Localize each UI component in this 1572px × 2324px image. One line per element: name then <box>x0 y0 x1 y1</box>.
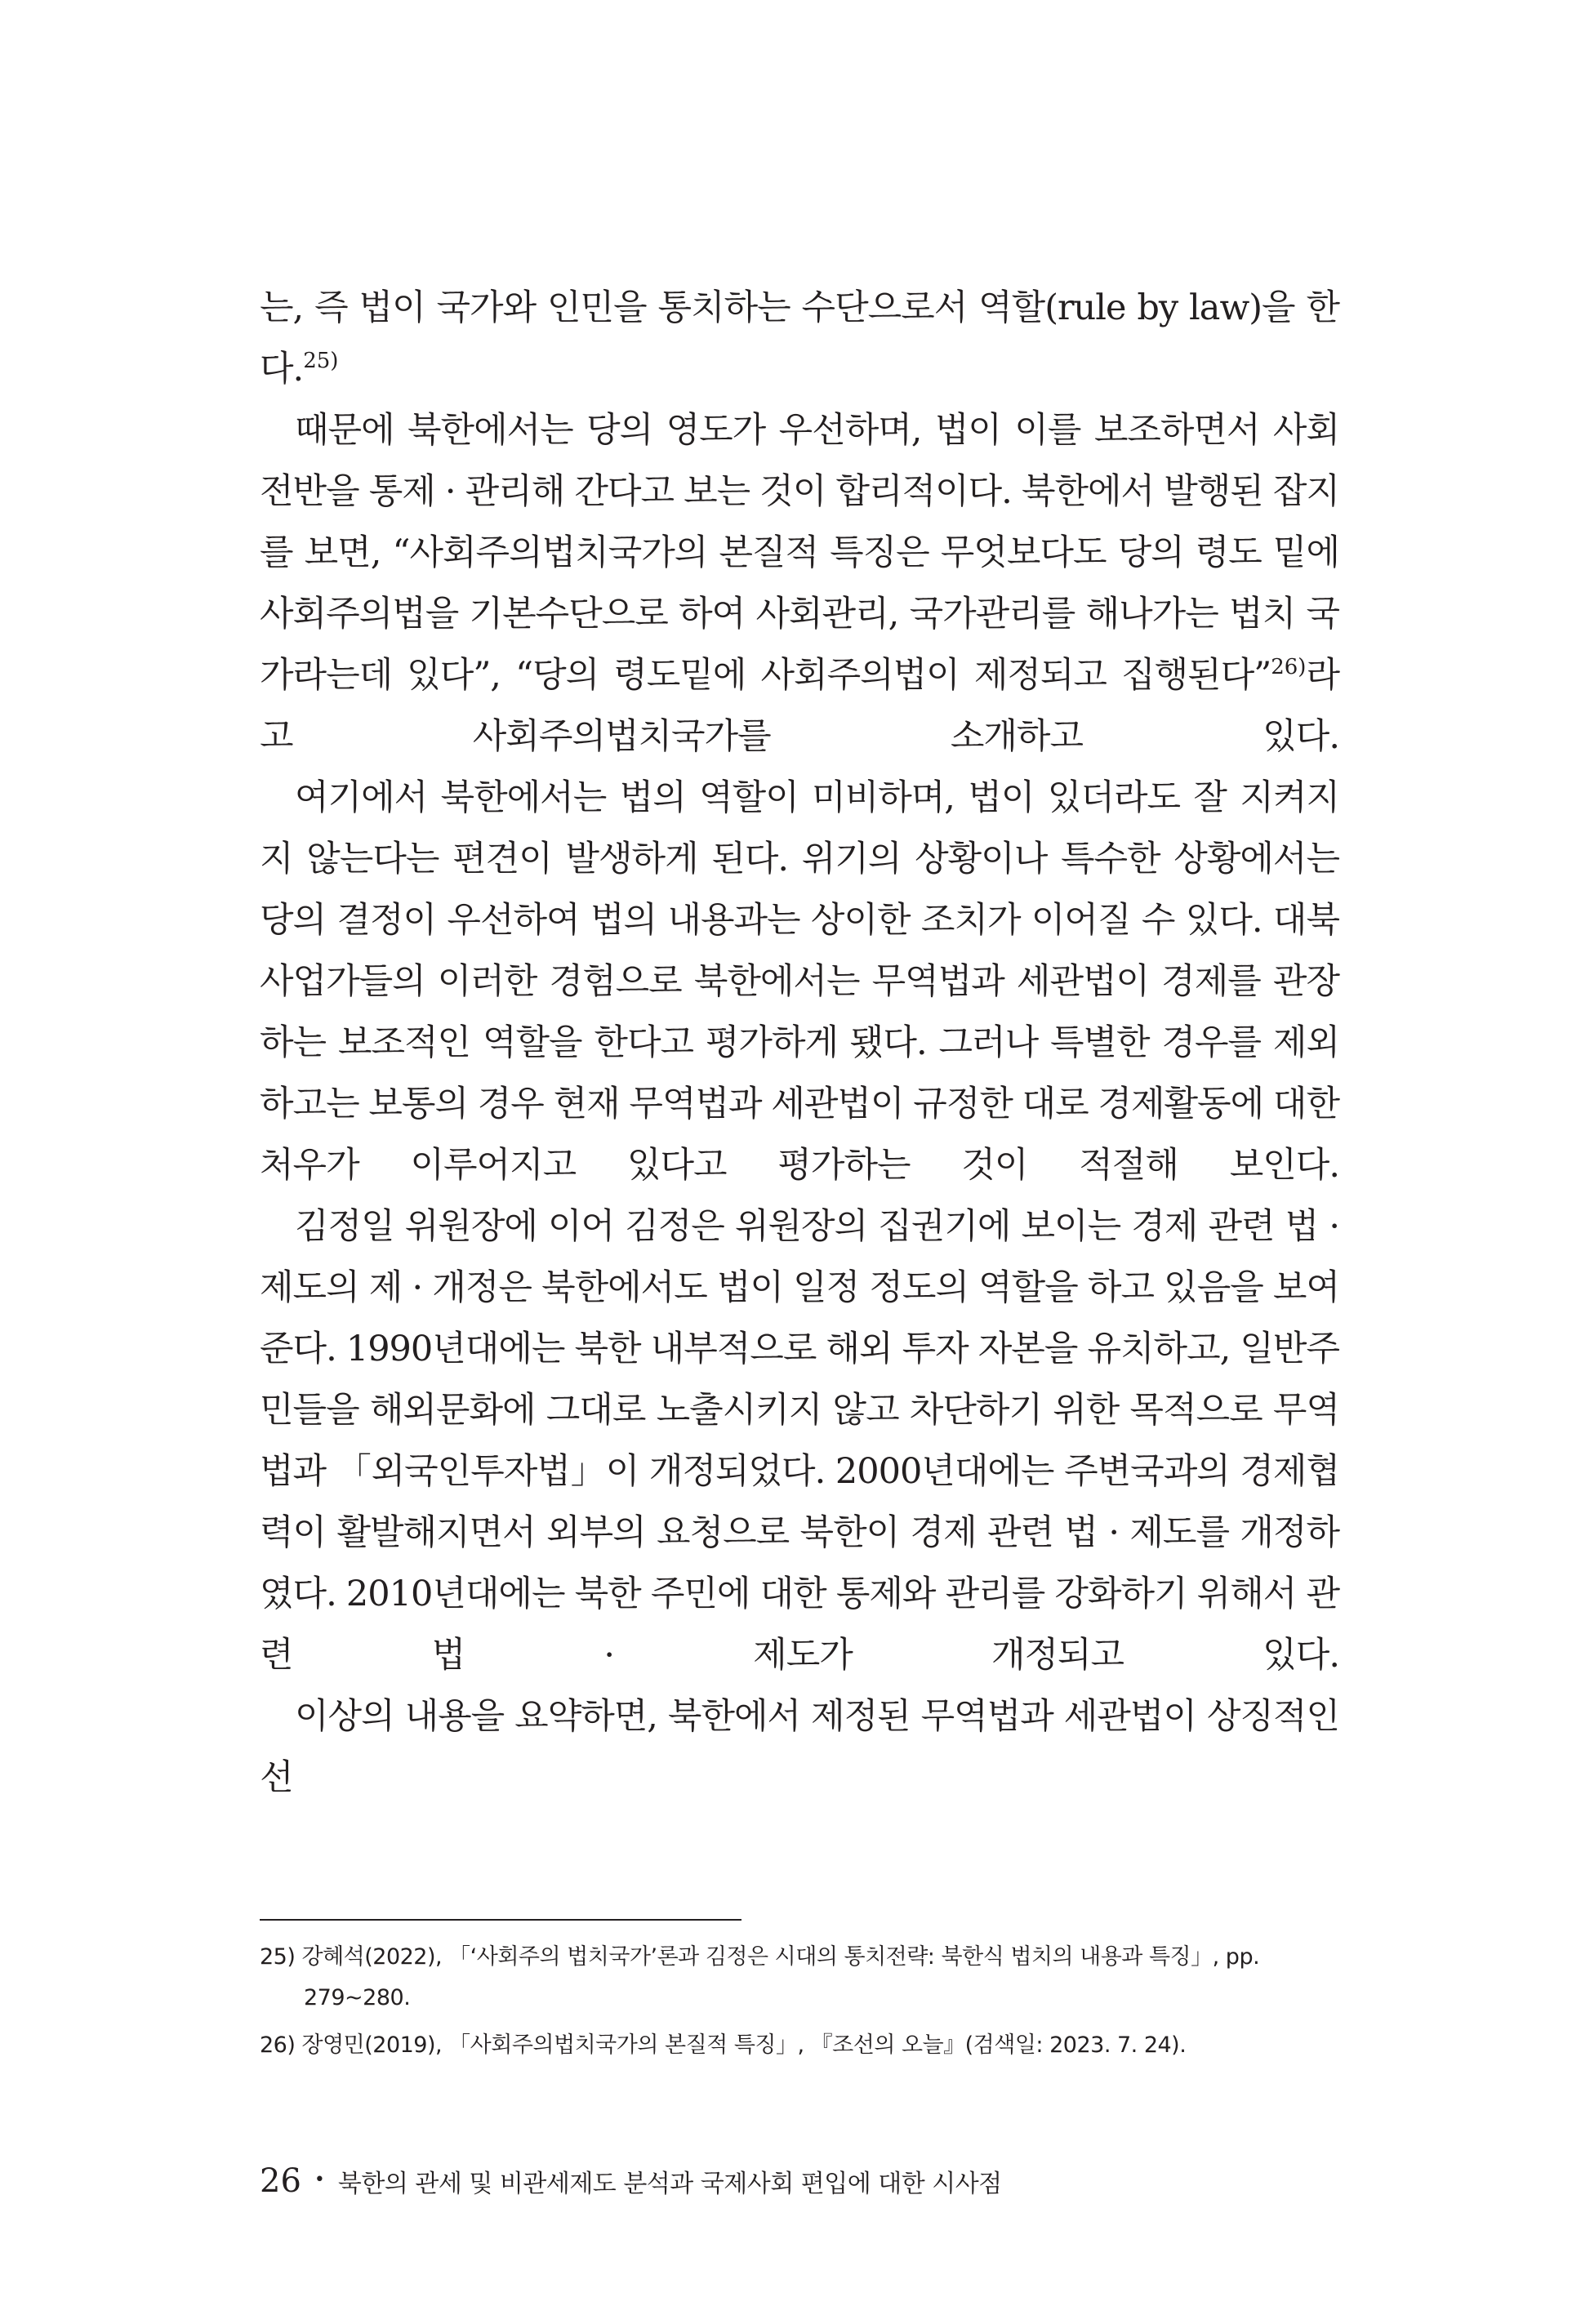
paragraph-continued <box>260 278 1339 400</box>
paragraph: 이상의 내용을 요약하면, 북한에서 제정된 무역법과 세관법이 상징적인 선 <box>260 1696 1339 1798</box>
footnote-ref-26[interactable]: 26) <box>1271 655 1307 679</box>
footnote-number: 26) <box>260 2032 296 2058</box>
page-footer <box>260 2162 1002 2200</box>
footnote-divider <box>260 1919 741 1921</box>
paragraph <box>260 400 1339 768</box>
footnote-text: 장영민(2019), 「사회주의법치국가의 본질적 특징」, 『조선의 오늘』(검색일: 2023. 7. 24). <box>301 2032 1187 2058</box>
page-number: 26 <box>260 2162 301 2200</box>
paragraph: 김정일 위원장에 이어 김정은 위원장의 집권기에 보이는 경제 관련 법 · 제도의 제 · 개정은 북한에서도 법이 일정 정도의 역할을 하고 있음을 보여준다. 1990년대에는 북한 내부적으로 해외 투자 자본을 유치하고, 일반주민들을 해외문화에 그대로 노출시키지 않고 차단하기 위한 목적으로 무역법과 「외국인투자법」이 개정되었다. 2000년대에는 주변국과의 경제협력이 활발해지면서 외부의 요청으로 북한이 경제 관련 법 · 제도를 개정하였다. 2010년대에는 북한 주민에 대한 통제와 관리를 강화하기 위해서 관련 법 · 제도가 개정되고 있다. <box>260 1206 1339 1676</box>
footer-separator: • <box>314 2170 325 2190</box>
paragraph-text: 때문에 북한에서는 당의 영도가 우선하며, 법이 이를 보조하면서 사회 전반을 통제 · 관리해 간다고 보는 것이 합리적이다. 북한에서 발행된 잡지를 보면, “사회주의법치국가의 본질적 특징은 무엇보다도 당의 령도 밑에 사회주의법을 기본수단으로 하여 사회관리, 국가관리를 해나가는 법치 국가라는데 있다”, “당의 령도밑에 사회주의법이 제정되고 집행된다” <box>260 410 1339 696</box>
paragraph: 여기에서 북한에서는 법의 역할이 미비하며, 법이 있더라도 잘 지켜지지 않는다는 편견이 발생하게 된다. 위기의 상황이나 특수한 상황에서는 당의 결정이 우선하여 법의 내용과는 상이한 조치가 이어질 수 있다. 대북 사업가들의 이러한 경험으로 북한에서는 무역법과 세관법이 경제를 관장하는 보조적인 역할을 한다고 평가하게 됐다. 그러나 특별한 경우를 제외하고는 보통의 경우 현재 무역법과 세관법이 규정한 대로 경제활동에 대한 처우가 이루어지고 있다고 평가하는 것이 적절해 보인다. <box>260 777 1339 1186</box>
footnote-number: 25) <box>260 1944 296 1970</box>
paragraph-text: 는, 즉 법이 국가와 인민을 통치하는 수단으로서 역할(rule by law)을 한다. <box>260 287 1339 390</box>
body-text <box>260 278 1339 1809</box>
running-title: 북한의 관세 및 비관세제도 분석과 국제사회 편입에 대한 시사점 <box>337 2170 1002 2198</box>
footnote-25 <box>260 1937 1339 2019</box>
footnotes <box>260 1937 1339 2072</box>
paragraph-text: 라고 사회주의법치국가를 소개하고 있다. <box>260 655 1339 757</box>
footnote-ref-25[interactable]: 25) <box>303 349 339 373</box>
footnote-text: 강혜석(2022), 「‘사회주의 법치국가’론과 김정은 시대의 통치전략: 북한식 법치의 내용과 특징」, pp. 279~280. <box>301 1944 1260 2010</box>
footnote-26 <box>260 2025 1339 2066</box>
